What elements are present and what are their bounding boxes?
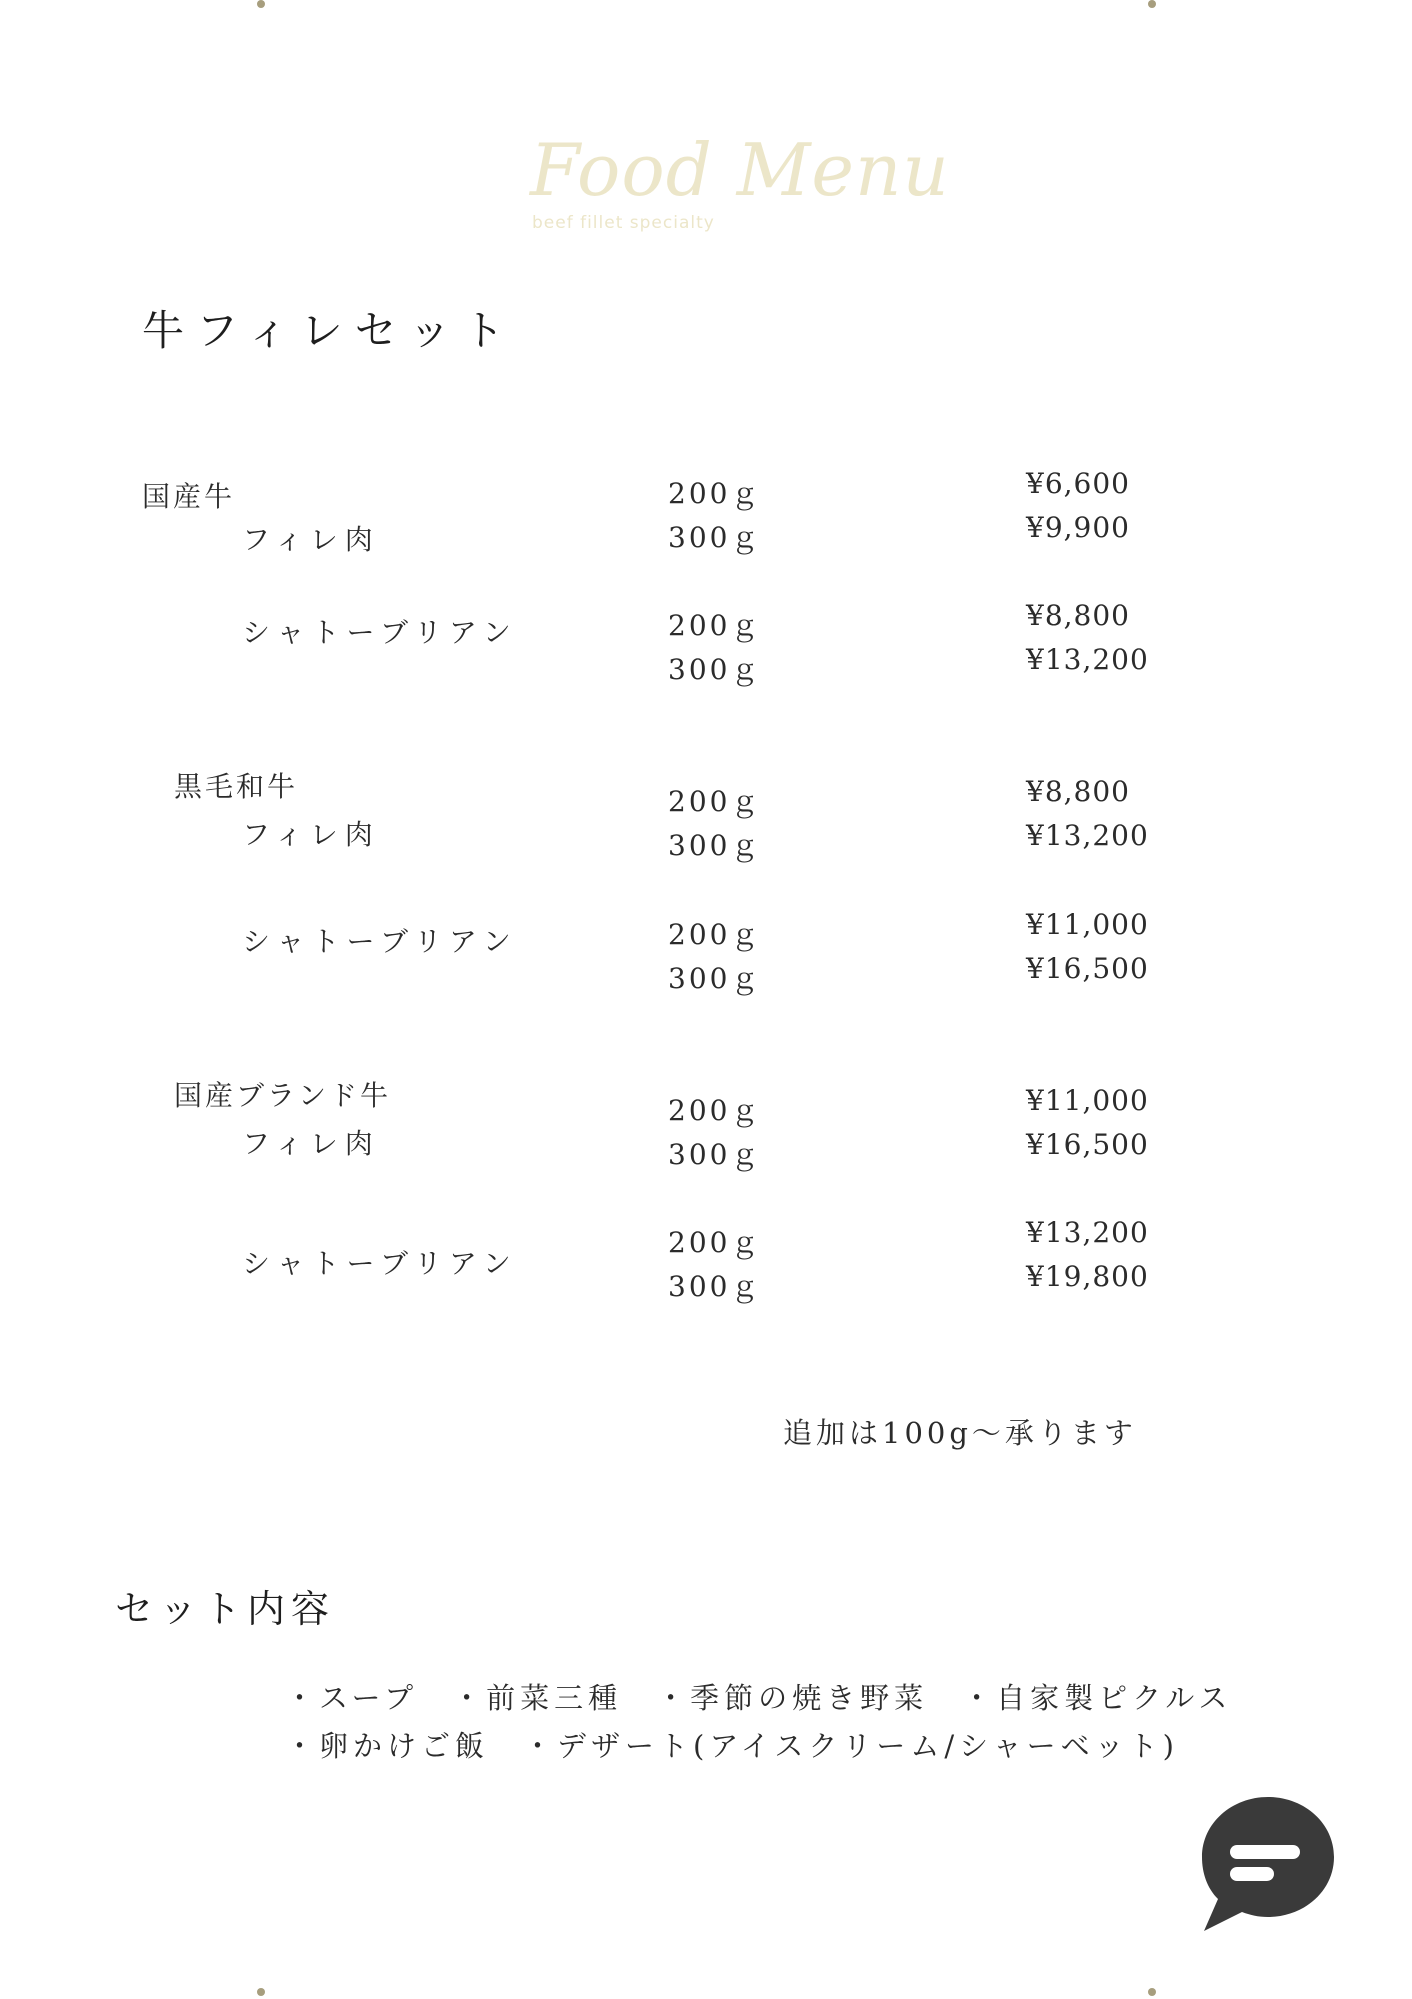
corner-dot: [1148, 0, 1156, 8]
cut-name: シャトーブリアン: [242, 925, 518, 958]
weight: 200ｇ: [668, 918, 762, 951]
additional-order-note: 追加は100g～承ります: [783, 1416, 1137, 1450]
page-title: 牛フィレセット: [142, 306, 517, 355]
set-contents-heading: セット内容: [115, 1587, 336, 1631]
corner-dot: [257, 1988, 265, 1996]
price: ¥9,900: [1026, 511, 1130, 544]
cut-name: フィレ肉: [242, 523, 380, 556]
price: ¥8,800: [1026, 775, 1130, 808]
weight: 200ｇ: [668, 1226, 762, 1259]
corner-dot: [1148, 1988, 1156, 1996]
corner-dot: [257, 0, 265, 8]
price: ¥19,800: [1026, 1260, 1149, 1293]
price: ¥13,200: [1026, 1216, 1149, 1249]
price: ¥8,800: [1026, 599, 1130, 632]
set-contents-line: ・スープ ・前菜三種 ・季節の焼き野菜 ・自家製ピクルス: [285, 1681, 1233, 1715]
set-contents-line: ・卵かけご飯 ・デザート(アイスクリーム/シャーベット): [285, 1729, 1179, 1763]
weight: 300ｇ: [668, 1138, 762, 1171]
price: ¥16,500: [1026, 952, 1149, 985]
weight: 200ｇ: [668, 477, 762, 510]
cut-name: フィレ肉: [242, 818, 380, 851]
weight: 200ｇ: [668, 785, 762, 818]
price: ¥11,000: [1026, 1084, 1149, 1117]
price: ¥13,200: [1026, 643, 1149, 676]
price: ¥13,200: [1026, 819, 1149, 852]
cut-name: フィレ肉: [242, 1127, 380, 1160]
cut-name: シャトーブリアン: [242, 1247, 518, 1280]
section-name: 国産牛: [142, 480, 236, 513]
weight: 300ｇ: [668, 829, 762, 862]
food-menu-logo: [530, 128, 950, 238]
price: ¥11,000: [1026, 908, 1149, 941]
section-name: 国産ブランド牛: [174, 1079, 392, 1112]
chat-bubble-icon[interactable]: [1196, 1791, 1340, 1935]
weight: 300ｇ: [668, 653, 762, 686]
logo-title: Food Menu: [530, 128, 950, 212]
weight: 200ｇ: [668, 609, 762, 642]
cut-name: シャトーブリアン: [242, 616, 518, 649]
logo-subtitle: beef fillet specialty: [532, 213, 715, 233]
weight: 200ｇ: [668, 1094, 762, 1127]
weight: 300ｇ: [668, 521, 762, 554]
price: ¥16,500: [1026, 1128, 1149, 1161]
price: ¥6,600: [1026, 467, 1130, 500]
weight: 300ｇ: [668, 962, 762, 995]
section-name: 黒毛和牛: [174, 770, 299, 803]
weight: 300ｇ: [668, 1270, 762, 1303]
